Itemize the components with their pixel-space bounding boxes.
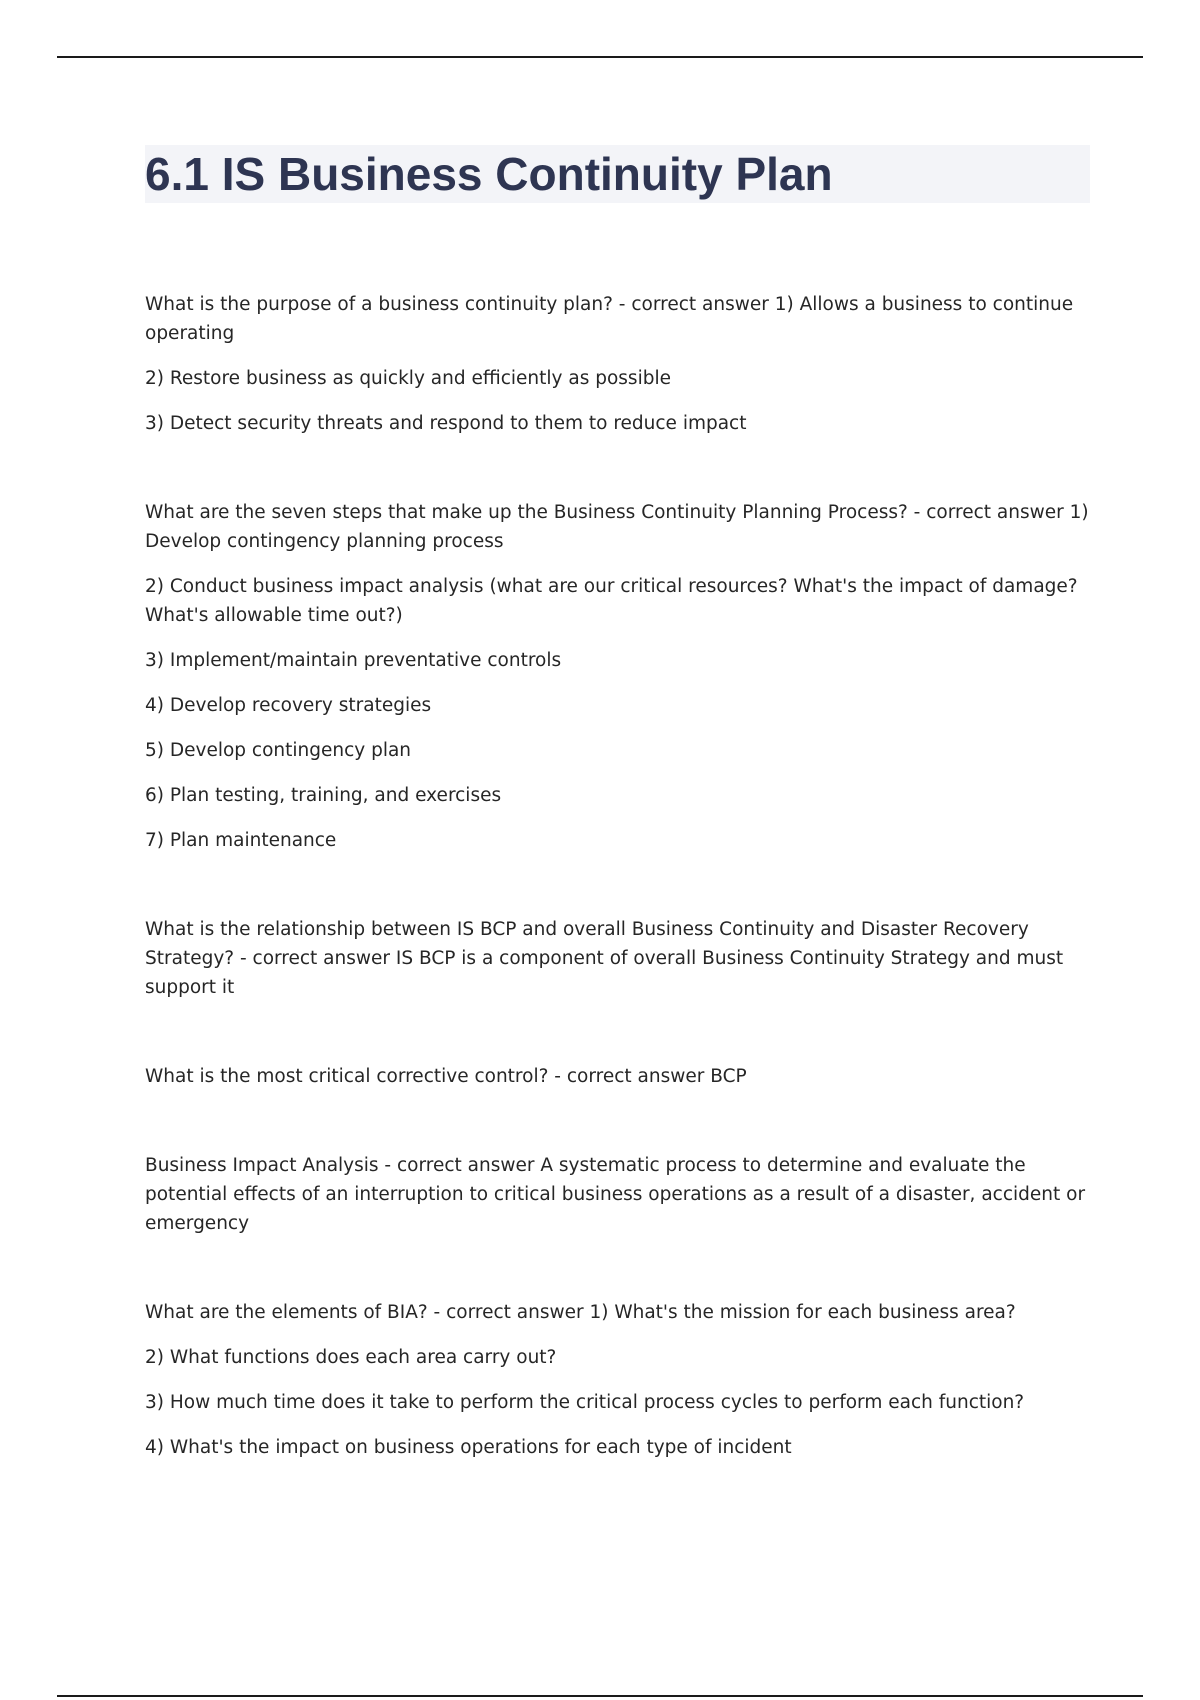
qa-line: 6) Plan testing, training, and exercises [145,785,502,806]
qa-line: What are the seven steps that make up the Business Continuity Planning Process? - correct answer 1) Develop contingency planning process [145,502,1089,552]
qa-line: 4) What's the impact on business operations for each type of incident [145,1437,792,1458]
qa-entry [145,1298,1090,1462]
qa-entry [145,290,1090,438]
qa-line: What is the most critical corrective control? - correct answer BCP [145,1066,747,1087]
top-divider [57,56,1143,58]
qa-line: 2) Conduct business impact analysis (what are our critical resources? What's the impact of damage? What's allowable time out?) [145,576,1078,626]
bottom-divider [57,1695,1143,1697]
document-body [145,290,1090,1522]
page-title: 6.1 IS Business Continuity Plan [145,148,833,200]
qa-line: 5) Develop contingency plan [145,740,412,761]
qa-line: 3) Implement/maintain preventative controls [145,650,562,671]
qa-entry [145,1062,1090,1091]
qa-line: 7) Plan maintenance [145,830,337,851]
qa-entry [145,1151,1090,1238]
qa-line: 3) Detect security threats and respond to them to reduce impact [145,413,747,434]
qa-line: 2) Restore business as quickly and efficiently as possible [145,368,671,389]
qa-entry [145,498,1090,855]
qa-line: Business Impact Analysis - correct answer A systematic process to determine and evaluate the potential effects of an interruption to critical business operations as a result of a disaster, accident or emergency [145,1155,1086,1234]
qa-entry [145,915,1090,1002]
qa-line: What is the relationship between IS BCP and overall Business Continuity and Disaster Recovery Strategy? - correct answer IS BCP is a component of overall Business Continuity Strategy and must support it [145,919,1064,998]
qa-line: 2) What functions does each area carry out? [145,1347,557,1368]
qa-line: 4) Develop recovery strategies [145,695,432,716]
qa-line: 3) How much time does it take to perform the critical process cycles to perform each function? [145,1392,1025,1413]
qa-line: What are the elements of BIA? - correct answer 1) What's the mission for each business area? [145,1302,1016,1323]
qa-line: What is the purpose of a business continuity plan? - correct answer 1) Allows a business to continue operating [145,294,1074,344]
